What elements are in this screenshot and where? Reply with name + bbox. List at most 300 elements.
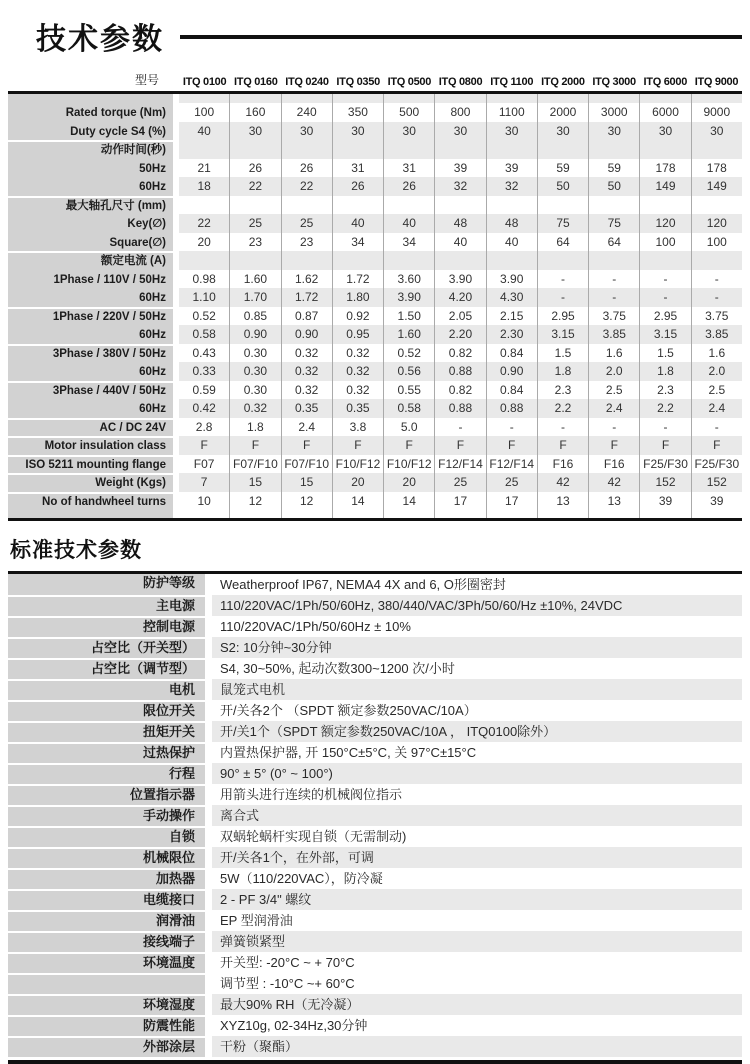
table-cell: - [691,418,742,437]
gutter [205,973,212,994]
param-label: 电机 [8,679,205,700]
table-cell: 2.95 [537,307,588,326]
table-cell: F07 [179,455,229,474]
table-cell [588,510,639,518]
table-cell: 0.88 [434,399,485,418]
param-row [8,679,742,700]
section-title: 标准技术参数 [10,539,142,562]
param-value: 90° ± 5° (0° ~ 100°) [212,763,742,784]
table-cell: 1.8 [229,418,280,437]
table-cell: - [537,418,588,437]
table-cell [332,196,383,215]
param-value: 5W（110/220VAC），防冷凝 [212,868,742,889]
table-cell [537,251,588,270]
table-cell: 1.5 [537,344,588,363]
param-label: 环境温度 [8,952,205,973]
table-cell: 3.85 [691,325,742,344]
table-row [8,418,742,437]
param-row [8,1015,742,1036]
table-cell: 3.8 [332,418,383,437]
table-cell: 3000 [588,103,639,122]
row-label: AC / DC 24V [8,418,173,437]
row-label: 60Hz [8,399,173,418]
table-cell [434,251,485,270]
table-cell [537,196,588,215]
param-row [8,784,742,805]
table-cell: - [537,288,588,307]
table-cell: 26 [332,177,383,196]
table-cell: F [537,436,588,455]
table-cell [691,251,742,270]
table-cell: 0.88 [434,362,485,381]
table-cell: 0.35 [281,399,332,418]
table-cell: 1.70 [229,288,280,307]
table-cell: 2000 [537,103,588,122]
model-header-cell: ITQ 1100 [490,76,534,88]
table-cell: 39 [691,492,742,511]
table-cell: 2.0 [691,362,742,381]
row-label: 3Phase / 440V / 50Hz [8,381,173,400]
page-title: 技术参数 [36,23,164,56]
gutter [205,595,212,616]
model-header-cell: ITQ 0240 [285,76,329,88]
table-cell: 0.42 [179,399,229,418]
table-cell [179,196,229,215]
table-cell: 48 [434,214,485,233]
table-cell: - [588,418,639,437]
title-row [8,0,742,62]
table-cell: - [486,418,537,437]
table-cell: 59 [537,159,588,178]
table-cell: 40 [383,214,434,233]
table-cell [281,94,332,103]
table-cell: 2.0 [588,362,639,381]
row-label: 60Hz [8,177,173,196]
table-cell: 26 [383,177,434,196]
table-row [8,307,742,326]
table-cell: 20 [179,233,229,252]
table-cell [383,251,434,270]
table-cell: 50 [588,177,639,196]
table-row [8,140,742,159]
gutter [205,679,212,700]
table-cell: F [332,436,383,455]
table-cell: 240 [281,103,332,122]
table-cell [486,140,537,159]
table-cell: 12 [229,492,280,511]
table-cell: 1.60 [229,270,280,289]
table-cell: - [434,418,485,437]
param-label: 防震性能 [8,1015,205,1036]
table-cell: 2.4 [588,399,639,418]
param-value: S4, 30~50%, 起动次数300~1200 次/小时 [212,658,742,679]
table-cell: 0.30 [229,381,280,400]
param-label: 过热保护 [8,742,205,763]
param-value: 双蜗轮蜗杆实现自锁（无需制动) [212,826,742,847]
table-cell [383,94,434,103]
table-cell: 1100 [486,103,537,122]
table-cell: 7 [179,473,229,492]
table-cell [179,140,229,159]
table-cell [383,510,434,518]
table-cell [281,251,332,270]
gutter [205,910,212,931]
param-value: 用箭头进行连续的机械阀位指示 [212,784,742,805]
table-cell: 4.30 [486,288,537,307]
table-cell: 25 [486,473,537,492]
table-cell: F12/F14 [486,455,537,474]
param-row [8,952,742,973]
model-header-cell: ITQ 0160 [234,76,278,88]
table-cell: 30 [691,122,742,141]
table-cell: 22 [281,177,332,196]
param-row [8,805,742,826]
table-cell: F25/F30 [639,455,690,474]
param-label [8,973,205,994]
table-cell: 0.92 [332,307,383,326]
table-cell: 2.3 [537,381,588,400]
row-label: 最大轴孔尺寸 (mm) [8,196,173,215]
table-cell: 100 [691,233,742,252]
table-cell [486,196,537,215]
table-cell: 3.75 [588,307,639,326]
param-label: 主电源 [8,595,205,616]
table-row [8,344,742,363]
gutter [205,658,212,679]
row-label: Square(∅) [8,233,173,252]
table-cell: 1.6 [588,344,639,363]
table-cell: F [639,436,690,455]
table-cell: 48 [486,214,537,233]
gutter [205,1036,212,1057]
table-cell: 0.52 [383,344,434,363]
param-row [8,931,742,952]
table-cell: 2.5 [588,381,639,400]
table-cell [383,140,434,159]
table-cell: 2.30 [486,325,537,344]
table-cell [434,196,485,215]
param-value: 干粉（聚酯） [212,1036,742,1057]
gutter [205,805,212,826]
table-cell [179,94,229,103]
table-cell: 3.75 [691,307,742,326]
table-cell: 2.05 [434,307,485,326]
gutter [205,721,212,742]
table-row [8,473,742,492]
table-cell: 34 [383,233,434,252]
table-cell: 800 [434,103,485,122]
param-label: 机械限位 [8,847,205,868]
param-value: S2: 10分钟~30分钟 [212,637,742,658]
table-cell: 13 [588,492,639,511]
table-cell: 1.72 [332,270,383,289]
param-value: 离合式 [212,805,742,826]
table-cell: F [691,436,742,455]
table-row [8,196,742,215]
gutter [205,826,212,847]
table-cell: 0.98 [179,270,229,289]
param-row [8,994,742,1015]
row-label: 60Hz [8,325,173,344]
table-cell: 32 [434,177,485,196]
table-cell: 0.32 [332,381,383,400]
table-cell: 3.60 [383,270,434,289]
table-cell: F [588,436,639,455]
table-cell [588,196,639,215]
row-label: 60Hz [8,288,173,307]
table-cell: 120 [639,214,690,233]
param-label: 位置指示器 [8,784,205,805]
param-value: 最大90% RH（无冷凝） [212,994,742,1015]
table-row [8,362,742,381]
table-cell: 1.80 [332,288,383,307]
table-cell: 10 [179,492,229,511]
table-cell [229,94,280,103]
table-cell: 3.15 [537,325,588,344]
table-cell [639,510,690,518]
table-cell: - [639,418,690,437]
table-cell: 30 [588,122,639,141]
table-cell: 26 [281,159,332,178]
table-cell: F [179,436,229,455]
table-cell: 6000 [639,103,690,122]
table-cell: 149 [691,177,742,196]
table-cell: 22 [229,177,280,196]
table-cell [537,140,588,159]
table-row [8,233,742,252]
model-header-cell: ITQ 0800 [438,76,483,88]
table-cell: 0.90 [281,325,332,344]
table-cell [537,94,588,103]
table-cell: 1.8 [537,362,588,381]
model-column-label: 型号 [134,73,159,87]
table-cell: 0.55 [383,381,434,400]
table-row [8,122,742,141]
table-cell [691,94,742,103]
table-cell: 4.20 [434,288,485,307]
gutter [205,616,212,637]
table-cell: F16 [537,455,588,474]
row-label: 1Phase / 110V / 50Hz [8,270,173,289]
table-cell: F [434,436,485,455]
model-header-row [8,64,742,91]
table-cell: 17 [434,492,485,511]
table-cell [537,510,588,518]
table-cell [434,94,485,103]
row-label: 1Phase / 220V / 50Hz [8,307,173,326]
row-label: Motor insulation class [8,436,173,455]
table-cell: F12/F14 [434,455,485,474]
table-cell: 40 [332,214,383,233]
table-cell: 59 [588,159,639,178]
row-label: Key(∅) [8,214,173,233]
table-cell: 0.87 [281,307,332,326]
table-cell [486,510,537,518]
table-cell: 1.72 [281,288,332,307]
table-cell: 0.85 [229,307,280,326]
table-row [8,288,742,307]
table-cell [179,510,229,518]
param-label: 润滑油 [8,910,205,931]
row-label: Duty cycle S4 (%) [8,122,173,141]
table-cell: F16 [588,455,639,474]
table-cell: F25/F30 [691,455,742,474]
table-cell: - [588,288,639,307]
table-cell: 75 [588,214,639,233]
title-rule [180,35,742,39]
table-cell [639,196,690,215]
table-cell [229,510,280,518]
table-cell: F [229,436,280,455]
row-label [8,94,173,103]
gutter [205,637,212,658]
param-label: 占空比（调节型） [8,658,205,679]
table-cell: 64 [537,233,588,252]
param-label: 扭矩开关 [8,721,205,742]
table-cell: 30 [486,122,537,141]
table-cell: 152 [691,473,742,492]
table-cell [691,510,742,518]
gutter [205,1015,212,1036]
param-row [8,574,742,595]
table-cell: 23 [281,233,332,252]
table-cell: 0.58 [383,399,434,418]
table-cell: 1.8 [639,362,690,381]
param-row [8,637,742,658]
table-cell: 2.2 [537,399,588,418]
table-cell [383,196,434,215]
table-cell: 2.8 [179,418,229,437]
param-value: 开/关各2个 （SPDT 额定参数250VAC/10A） [212,700,742,721]
table-cell: F [383,436,434,455]
table-cell: 9000 [691,103,742,122]
param-value: 开/关各1个，在外部，可调 [212,847,742,868]
table-cell: 1.10 [179,288,229,307]
table-cell: F [486,436,537,455]
row-label: ISO 5211 mounting flange [8,455,173,474]
table-cell: 120 [691,214,742,233]
table-cell: 34 [332,233,383,252]
row-label: 3Phase / 380V / 50Hz [8,344,173,363]
model-header-cell: ITQ 0350 [336,76,380,88]
gutter [205,763,212,784]
table-cell: 0.32 [229,399,280,418]
table-cell [229,251,280,270]
param-row [8,910,742,931]
table-cell: 15 [229,473,280,492]
param-value: 开/关1个（SPDT 额定参数250VAC/10A ， ITQ0100除外） [212,721,742,742]
table-cell [229,140,280,159]
param-row [8,595,742,616]
param-value: 2 - PF 3/4" 螺纹 [212,889,742,910]
param-label: 加热器 [8,868,205,889]
gutter [205,952,212,973]
table-cell [639,251,690,270]
table-cell: 30 [434,122,485,141]
table-cell: 0.43 [179,344,229,363]
table-cell [486,251,537,270]
table-cell: 42 [537,473,588,492]
param-label: 行程 [8,763,205,784]
table-cell: 31 [383,159,434,178]
table-row [8,177,742,196]
table-cell: 15 [281,473,332,492]
table-cell: F10/F12 [383,455,434,474]
table-cell: 2.20 [434,325,485,344]
table-cell: 14 [332,492,383,511]
table-cell: 0.35 [332,399,383,418]
table-cell: 0.30 [229,344,280,363]
table-cell [229,196,280,215]
param-row [8,889,742,910]
table-row [8,325,742,344]
table-cell: 3.90 [434,270,485,289]
model-header-cell: ITQ 2000 [541,76,585,88]
table-cell: 500 [383,103,434,122]
row-label: 60Hz [8,362,173,381]
table-cell: 0.90 [486,362,537,381]
param-value: 开关型: -20°C ~ + 70°C [212,952,742,973]
table-cell: 0.32 [332,344,383,363]
table-cell [332,94,383,103]
table-row [8,251,742,270]
table-cell: 13 [537,492,588,511]
table-cell: 3.85 [588,325,639,344]
table-cell: 0.32 [281,381,332,400]
table-cell: 14 [383,492,434,511]
table-cell: 17 [486,492,537,511]
table-cell [179,251,229,270]
gutter [205,931,212,952]
table-cell: 149 [639,177,690,196]
table-cell: 42 [588,473,639,492]
param-row [8,616,742,637]
spec-table [8,64,742,521]
row-label: Weight (Kgs) [8,473,173,492]
table-cell: 30 [332,122,383,141]
gutter [205,889,212,910]
param-label: 电缆接口 [8,889,205,910]
table-padding-row [8,510,742,518]
table-cell [639,140,690,159]
param-value: Weatherproof IP67, NEMA4 4X and 6, O形圈密封 [212,574,742,595]
table-cell: 30 [281,122,332,141]
table-cell [434,140,485,159]
param-row [8,826,742,847]
table-row [8,214,742,233]
param-label: 环境湿度 [8,994,205,1015]
table-row [8,436,742,455]
table-cell: 0.84 [486,344,537,363]
table-cell: 350 [332,103,383,122]
row-label [8,510,173,518]
table-cell: 40 [179,122,229,141]
spec-table-body [8,94,742,518]
table-row [8,103,742,122]
table-cell: 152 [639,473,690,492]
table-cell: 0.32 [281,344,332,363]
table-cell: 3.90 [383,288,434,307]
param-row [8,658,742,679]
table-cell: 100 [639,233,690,252]
table-cell: F07/F10 [281,455,332,474]
table-cell: 26 [229,159,280,178]
table-cell: 0.52 [179,307,229,326]
gutter [205,868,212,889]
row-label: 动作时间(秒) [8,140,173,159]
table-cell: 30 [639,122,690,141]
param-label: 控制电源 [8,616,205,637]
